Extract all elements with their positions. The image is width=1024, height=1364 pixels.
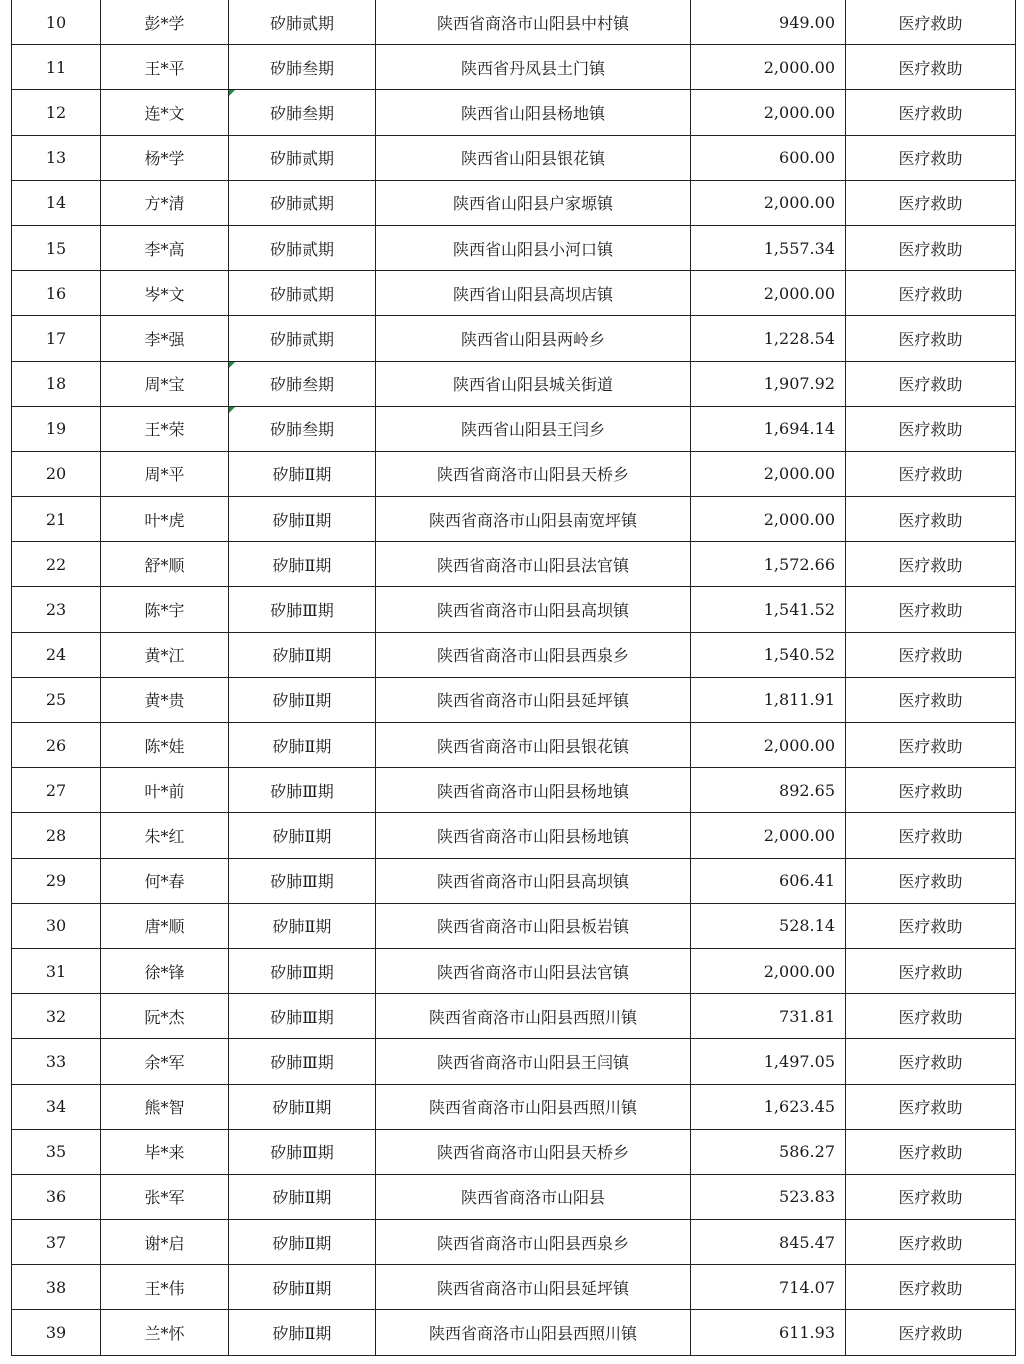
recipient-name-cell: 彭*学: [101, 0, 229, 45]
amount-cell: 1,497.05: [691, 1039, 846, 1084]
relief-type-cell: 医疗救助: [846, 0, 1016, 45]
relief-type-cell: 医疗救助: [846, 1265, 1016, 1310]
row-number-cell: 15: [12, 225, 101, 270]
table-row: [12, 1265, 1016, 1310]
address-cell: 陕西省商洛市山阳县西照川镇: [376, 1310, 691, 1355]
diagnosis-cell: 矽肺Ⅱ期: [229, 723, 376, 768]
address-cell: 陕西省商洛市山阳县: [376, 1174, 691, 1219]
table-row: [12, 1084, 1016, 1129]
address-cell: 陕西省山阳县杨地镇: [376, 90, 691, 135]
recipient-name-cell: 李*高: [101, 225, 229, 270]
diagnosis-cell: 矽肺Ⅲ期: [229, 994, 376, 1039]
row-number-cell: 33: [12, 1039, 101, 1084]
row-number-cell: 10: [12, 0, 101, 45]
recipient-name-cell: 王*荣: [101, 406, 229, 451]
recipient-name-cell: 杨*学: [101, 135, 229, 180]
row-number-cell: 37: [12, 1220, 101, 1265]
amount-cell: 1,541.52: [691, 587, 846, 632]
address-cell: 陕西省商洛市山阳县杨地镇: [376, 768, 691, 813]
amount-cell: 2,000.00: [691, 497, 846, 542]
address-cell: 陕西省商洛市山阳县杨地镇: [376, 813, 691, 858]
address-cell: 陕西省山阳县银花镇: [376, 135, 691, 180]
row-number-cell: 38: [12, 1265, 101, 1310]
amount-cell: 600.00: [691, 135, 846, 180]
row-number-cell: 32: [12, 994, 101, 1039]
row-number-cell: 34: [12, 1084, 101, 1129]
table-row: [12, 406, 1016, 451]
recipient-name-cell: 阮*杰: [101, 994, 229, 1039]
amount-cell: 892.65: [691, 768, 846, 813]
recipient-name-cell: 李*强: [101, 316, 229, 361]
diagnosis-cell: 矽肺贰期: [229, 271, 376, 316]
row-number-cell: 26: [12, 723, 101, 768]
amount-cell: 714.07: [691, 1265, 846, 1310]
relief-type-cell: 医疗救助: [846, 361, 1016, 406]
recipient-name-cell: 陈*娃: [101, 723, 229, 768]
table-row: [12, 1310, 1016, 1355]
amount-cell: 2,000.00: [691, 723, 846, 768]
amount-cell: 2,000.00: [691, 813, 846, 858]
row-number-cell: 13: [12, 135, 101, 180]
table-row: [12, 994, 1016, 1039]
address-cell: 陕西省商洛市山阳县高坝镇: [376, 587, 691, 632]
diagnosis-cell: 矽肺Ⅱ期: [229, 903, 376, 948]
table-row: [12, 1220, 1016, 1265]
table-row: [12, 858, 1016, 903]
row-number-cell: 23: [12, 587, 101, 632]
amount-cell: 528.14: [691, 903, 846, 948]
address-cell: 陕西省丹凤县土门镇: [376, 45, 691, 90]
relief-type-cell: 医疗救助: [846, 723, 1016, 768]
table-row: [12, 632, 1016, 677]
relief-type-cell: 医疗救助: [846, 271, 1016, 316]
amount-cell: 845.47: [691, 1220, 846, 1265]
address-cell: 陕西省商洛市山阳县延坪镇: [376, 677, 691, 722]
diagnosis-cell: 矽肺叁期: [229, 45, 376, 90]
table-row: [12, 135, 1016, 180]
relief-type-cell: 医疗救助: [846, 180, 1016, 225]
table-row: [12, 497, 1016, 542]
amount-cell: 2,000.00: [691, 271, 846, 316]
table-row: [12, 768, 1016, 813]
address-cell: 陕西省商洛市山阳县西照川镇: [376, 994, 691, 1039]
row-number-cell: 18: [12, 361, 101, 406]
address-cell: 陕西省山阳县王闫乡: [376, 406, 691, 451]
table-row: [12, 542, 1016, 587]
address-cell: 陕西省山阳县两岭乡: [376, 316, 691, 361]
diagnosis-cell: 矽肺Ⅱ期: [229, 813, 376, 858]
address-cell: 陕西省商洛市山阳县中村镇: [376, 0, 691, 45]
recipient-name-cell: 黄*江: [101, 632, 229, 677]
relief-type-cell: 医疗救助: [846, 497, 1016, 542]
table-row: [12, 316, 1016, 361]
diagnosis-cell: 矽肺贰期: [229, 0, 376, 45]
amount-cell: 1,811.91: [691, 677, 846, 722]
amount-cell: 1,907.92: [691, 361, 846, 406]
table-row: [12, 0, 1016, 45]
relief-type-cell: 医疗救助: [846, 1220, 1016, 1265]
row-number-cell: 29: [12, 858, 101, 903]
diagnosis-cell: 矽肺Ⅱ期: [229, 1310, 376, 1355]
address-cell: 陕西省商洛市山阳县南宽坪镇: [376, 497, 691, 542]
table-row: [12, 1129, 1016, 1174]
address-cell: 陕西省商洛市山阳县法官镇: [376, 948, 691, 993]
relief-type-cell: 医疗救助: [846, 45, 1016, 90]
recipient-name-cell: 唐*顺: [101, 903, 229, 948]
address-cell: 陕西省商洛市山阳县西泉乡: [376, 1220, 691, 1265]
relief-type-cell: 医疗救助: [846, 406, 1016, 451]
address-cell: 陕西省商洛市山阳县天桥乡: [376, 451, 691, 496]
table-row: [12, 45, 1016, 90]
recipient-name-cell: 熊*智: [101, 1084, 229, 1129]
recipient-name-cell: 叶*虎: [101, 497, 229, 542]
row-number-cell: 19: [12, 406, 101, 451]
table-row: [12, 180, 1016, 225]
diagnosis-cell: 矽肺Ⅱ期: [229, 1220, 376, 1265]
row-number-cell: 30: [12, 903, 101, 948]
recipient-name-cell: 岑*文: [101, 271, 229, 316]
address-cell: 陕西省山阳县户家塬镇: [376, 180, 691, 225]
table-row: [12, 677, 1016, 722]
table-row: [12, 1039, 1016, 1084]
diagnosis-cell: 矽肺贰期: [229, 180, 376, 225]
relief-type-cell: 医疗救助: [846, 135, 1016, 180]
amount-cell: 1,623.45: [691, 1084, 846, 1129]
relief-type-cell: 医疗救助: [846, 587, 1016, 632]
table-row: [12, 948, 1016, 993]
relief-type-cell: 医疗救助: [846, 632, 1016, 677]
recipient-name-cell: 连*文: [101, 90, 229, 135]
amount-cell: 1,572.66: [691, 542, 846, 587]
address-cell: 陕西省商洛市山阳县高坝镇: [376, 858, 691, 903]
recipient-name-cell: 张*军: [101, 1174, 229, 1219]
diagnosis-cell: 矽肺Ⅱ期: [229, 632, 376, 677]
address-cell: 陕西省商洛市山阳县西照川镇: [376, 1084, 691, 1129]
row-number-cell: 22: [12, 542, 101, 587]
recipient-name-cell: 何*春: [101, 858, 229, 903]
amount-cell: 2,000.00: [691, 180, 846, 225]
table-row: [12, 813, 1016, 858]
row-number-cell: 12: [12, 90, 101, 135]
diagnosis-cell: 矽肺贰期: [229, 316, 376, 361]
row-number-cell: 17: [12, 316, 101, 361]
address-cell: 陕西省商洛市山阳县王闫镇: [376, 1039, 691, 1084]
relief-type-cell: 医疗救助: [846, 813, 1016, 858]
table-row: [12, 451, 1016, 496]
relief-type-cell: 医疗救助: [846, 316, 1016, 361]
address-cell: 陕西省商洛市山阳县法官镇: [376, 542, 691, 587]
amount-cell: 611.93: [691, 1310, 846, 1355]
row-number-cell: 21: [12, 497, 101, 542]
recipient-name-cell: 王*伟: [101, 1265, 229, 1310]
address-cell: 陕西省山阳县高坝店镇: [376, 271, 691, 316]
relief-table-body: [12, 0, 1016, 1355]
relief-type-cell: 医疗救助: [846, 948, 1016, 993]
recipient-name-cell: 黄*贵: [101, 677, 229, 722]
table-row: [12, 587, 1016, 632]
diagnosis-cell: 矽肺Ⅱ期: [229, 497, 376, 542]
recipient-name-cell: 兰*怀: [101, 1310, 229, 1355]
diagnosis-cell: 矽肺贰期: [229, 135, 376, 180]
table-row: [12, 225, 1016, 270]
relief-type-cell: 医疗救助: [846, 994, 1016, 1039]
table-row: [12, 90, 1016, 135]
row-number-cell: 16: [12, 271, 101, 316]
diagnosis-cell: 矽肺Ⅲ期: [229, 768, 376, 813]
recipient-name-cell: 毕*来: [101, 1129, 229, 1174]
relief-type-cell: 医疗救助: [846, 1310, 1016, 1355]
relief-type-cell: 医疗救助: [846, 1084, 1016, 1129]
address-cell: 陕西省商洛市山阳县板岩镇: [376, 903, 691, 948]
row-number-cell: 25: [12, 677, 101, 722]
table-row: [12, 271, 1016, 316]
row-number-cell: 39: [12, 1310, 101, 1355]
relief-type-cell: 医疗救助: [846, 542, 1016, 587]
relief-type-cell: 医疗救助: [846, 1174, 1016, 1219]
row-number-cell: 35: [12, 1129, 101, 1174]
diagnosis-cell: 矽肺Ⅲ期: [229, 587, 376, 632]
diagnosis-cell: 矽肺Ⅱ期: [229, 1265, 376, 1310]
diagnosis-cell: 矽肺Ⅱ期: [229, 677, 376, 722]
recipient-name-cell: 叶*前: [101, 768, 229, 813]
amount-cell: 2,000.00: [691, 451, 846, 496]
recipient-name-cell: 方*清: [101, 180, 229, 225]
address-cell: 陕西省商洛市山阳县延坪镇: [376, 1265, 691, 1310]
relief-type-cell: 医疗救助: [846, 768, 1016, 813]
amount-cell: 731.81: [691, 994, 846, 1039]
amount-cell: 2,000.00: [691, 45, 846, 90]
diagnosis-cell: 矽肺Ⅱ期: [229, 1174, 376, 1219]
diagnosis-cell: 矽肺叁期: [229, 361, 376, 406]
diagnosis-cell: 矽肺叁期: [229, 406, 376, 451]
recipient-name-cell: 谢*启: [101, 1220, 229, 1265]
recipient-name-cell: 朱*红: [101, 813, 229, 858]
amount-cell: 523.83: [691, 1174, 846, 1219]
diagnosis-cell: 矽肺贰期: [229, 225, 376, 270]
row-number-cell: 28: [12, 813, 101, 858]
relief-type-cell: 医疗救助: [846, 858, 1016, 903]
recipient-name-cell: 周*平: [101, 451, 229, 496]
amount-cell: 2,000.00: [691, 90, 846, 135]
row-number-cell: 20: [12, 451, 101, 496]
amount-cell: 2,000.00: [691, 948, 846, 993]
amount-cell: 1,557.34: [691, 225, 846, 270]
address-cell: 陕西省山阳县城关街道: [376, 361, 691, 406]
amount-cell: 586.27: [691, 1129, 846, 1174]
recipient-name-cell: 王*平: [101, 45, 229, 90]
relief-table-sheet: [11, 0, 1015, 1356]
diagnosis-cell: 矽肺Ⅱ期: [229, 542, 376, 587]
recipient-name-cell: 陈*宇: [101, 587, 229, 632]
table-row: [12, 361, 1016, 406]
diagnosis-cell: 矽肺Ⅲ期: [229, 948, 376, 993]
address-cell: 陕西省商洛市山阳县银花镇: [376, 723, 691, 768]
relief-type-cell: 医疗救助: [846, 677, 1016, 722]
amount-cell: 1,228.54: [691, 316, 846, 361]
diagnosis-cell: 矽肺叁期: [229, 90, 376, 135]
relief-type-cell: 医疗救助: [846, 903, 1016, 948]
row-number-cell: 14: [12, 180, 101, 225]
recipient-name-cell: 余*军: [101, 1039, 229, 1084]
row-number-cell: 11: [12, 45, 101, 90]
address-cell: 陕西省商洛市山阳县西泉乡: [376, 632, 691, 677]
recipient-name-cell: 徐*锋: [101, 948, 229, 993]
recipient-name-cell: 周*宝: [101, 361, 229, 406]
recipient-name-cell: 舒*顺: [101, 542, 229, 587]
diagnosis-cell: 矽肺Ⅱ期: [229, 451, 376, 496]
diagnosis-cell: 矽肺Ⅲ期: [229, 1129, 376, 1174]
row-number-cell: 36: [12, 1174, 101, 1219]
relief-type-cell: 医疗救助: [846, 1129, 1016, 1174]
amount-cell: 949.00: [691, 0, 846, 45]
amount-cell: 1,540.52: [691, 632, 846, 677]
relief-type-cell: 医疗救助: [846, 1039, 1016, 1084]
amount-cell: 1,694.14: [691, 406, 846, 451]
relief-type-cell: 医疗救助: [846, 225, 1016, 270]
table-row: [12, 723, 1016, 768]
table-row: [12, 1174, 1016, 1219]
row-number-cell: 31: [12, 948, 101, 993]
table-row: [12, 903, 1016, 948]
relief-type-cell: 医疗救助: [846, 90, 1016, 135]
diagnosis-cell: 矽肺Ⅲ期: [229, 1039, 376, 1084]
relief-table: [11, 0, 1016, 1356]
address-cell: 陕西省山阳县小河口镇: [376, 225, 691, 270]
diagnosis-cell: 矽肺Ⅲ期: [229, 858, 376, 903]
amount-cell: 606.41: [691, 858, 846, 903]
row-number-cell: 24: [12, 632, 101, 677]
row-number-cell: 27: [12, 768, 101, 813]
diagnosis-cell: 矽肺Ⅱ期: [229, 1084, 376, 1129]
relief-type-cell: 医疗救助: [846, 451, 1016, 496]
address-cell: 陕西省商洛市山阳县天桥乡: [376, 1129, 691, 1174]
